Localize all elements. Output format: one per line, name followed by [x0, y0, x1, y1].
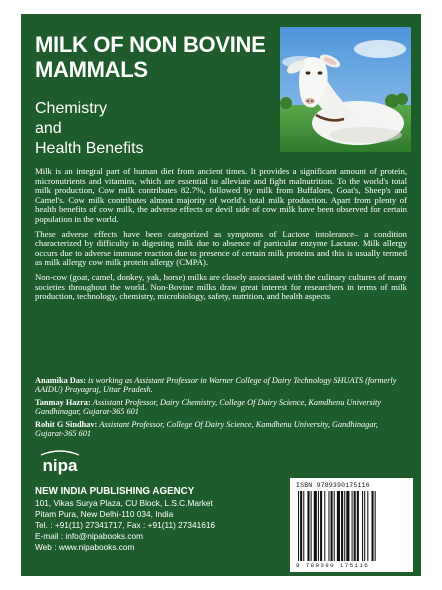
- author-name: Anamika Das: [35, 376, 84, 385]
- barcode-bar: [303, 491, 304, 561]
- publisher-name: NEW INDIA PUBLISHING AGENCY: [35, 486, 195, 497]
- description-paragraph: These adverse effects have been categorized as symptoms of Lactose intolerance– a condition characterized by difficulty in digesting milk due to absence of particular enzyme Lactase. Milk allergy occurs due to adverse immune reaction due to presence of certain milk proteins and this is usually termed as milk allergy cow milk protein allergy (CMPA).: [35, 228, 407, 268]
- barcode-bar: [352, 491, 353, 561]
- barcode-bar: [320, 491, 322, 561]
- barcode-bar: [324, 491, 325, 561]
- barcode-bar: [362, 491, 363, 561]
- nipa-logo: [35, 449, 85, 477]
- subtitle-line: Chemistry: [35, 100, 108, 117]
- author-entry: Anamika Das: is working as Assistant Professor in Warner College of Dairy Technology SHUATS (formerly AAIDU) Prayagraj, Uttar Pradesh.: [35, 376, 397, 395]
- author-affiliation: Assistant Professor, Dairy Chemistry, College Of Dairy Science, Kamdhenu University Gandhinagar, Gujarat-365 601: [35, 397, 381, 417]
- barcode-bar: [344, 491, 345, 561]
- description-paragraph: Non-cow (goat, camel, donkey, yak, horse) milks are closely associated with the culinary cultures of many societies throughout the world. Non-Bovine milks draw great interest for researchers in terms of milk production, technology, chemistry, microbiology, safety, nutrition, and health aspects: [35, 271, 407, 302]
- barcode-bar: [298, 491, 299, 561]
- barcode-bar: [307, 491, 309, 561]
- barcode-bar: [337, 491, 340, 561]
- barcode-icon: [296, 491, 407, 561]
- barcode-bar: [346, 491, 349, 561]
- publisher-email: E-mail : info@nipabooks.com: [35, 531, 144, 541]
- barcode-bar: [357, 491, 359, 561]
- author-name: Rohit G Sindhav: [35, 419, 95, 429]
- publisher-info: [35, 486, 285, 553]
- author-entry: Rohit G Sindhav: Assistant Professor, College Of Dairy Science, Kamdhenu University, Gandhinagar, Gujarat-365 601: [35, 419, 378, 439]
- barcode-bar: [300, 491, 302, 561]
- nipa-logo-icon: [35, 449, 85, 477]
- author-list: [35, 376, 407, 441]
- barcode-bar: [364, 491, 365, 561]
- publisher-website: Web : www.nipabooks.com: [35, 542, 135, 552]
- book-title: MILK OF NON BOVINE MAMMALS: [35, 32, 266, 82]
- barcode-digits: 9 789390 175116: [296, 562, 370, 569]
- book-subtitle: [35, 99, 215, 159]
- barcode-bar: [375, 491, 376, 561]
- barcode-bar: [318, 491, 319, 561]
- author-affiliation: Assistant Professor, College Of Dairy Science, Kamdhenu University, Gandhinagar, Gujarat-365 601: [35, 419, 378, 439]
- barcode-bar: [331, 491, 333, 561]
- barcode-bar: [311, 491, 312, 561]
- publisher-phone: Tel. : +91(11) 27341717, Fax : +91(11) 27341616: [35, 520, 216, 530]
- goat-photo: [280, 27, 411, 152]
- subtitle-line: and: [35, 120, 62, 137]
- barcode-bar: [354, 491, 356, 561]
- goat-illustration: [280, 27, 411, 152]
- description-paragraph: Milk is an integral part of human diet from ancient times. It provides a significant amount of protein, micronutrients and vitamins, which are essential to alleviate and fight malnutrition. To the world's total milk production, Cow milk contributes 82.7%, followed by milk from Buffaloes, Goat's, Sheep's and Camel's. Cow milk contributes almost majority of world's total milk production. Apart from plenty of health benefits of cow milk, the adverse effects or devil side of cow milk have been observed for certain population in the world.: [35, 166, 407, 224]
- author-affiliation: is working as Assistant Professor in Warner College of Dairy Technology SHUATS (formerly AAIDU) Prayagraj, Uttar Pradesh.: [35, 376, 397, 395]
- barcode-bar: [328, 491, 329, 561]
- barcode-bar: [314, 491, 317, 561]
- publisher-address: 101, Vikas Surya Plaza, CU Block, L.S.C.Market: [35, 498, 213, 508]
- barcode-bar: [334, 491, 335, 561]
- subtitle-line: Health Benefits: [35, 140, 144, 157]
- isbn-label: ISBN 9789390175116: [296, 482, 370, 489]
- book-back-cover: [21, 14, 421, 576]
- barcode-bar: [341, 491, 343, 561]
- barcode-bar: [367, 491, 368, 561]
- publisher-address: Pitam Pura, New Delhi-110 034, India: [35, 509, 174, 519]
- book-description: [35, 167, 407, 307]
- author-name: Tanmay Hazra: [35, 397, 88, 407]
- author-entry: Tanmay Hazra: Assistant Professor, Dairy Chemistry, College Of Dairy Science, Kamdhenu University Gandhinagar, Gujarat-365 601: [35, 397, 381, 417]
- logo-wordmark: nipa: [42, 456, 78, 475]
- isbn-barcode: [290, 478, 413, 572]
- barcode-bar: [372, 491, 374, 561]
